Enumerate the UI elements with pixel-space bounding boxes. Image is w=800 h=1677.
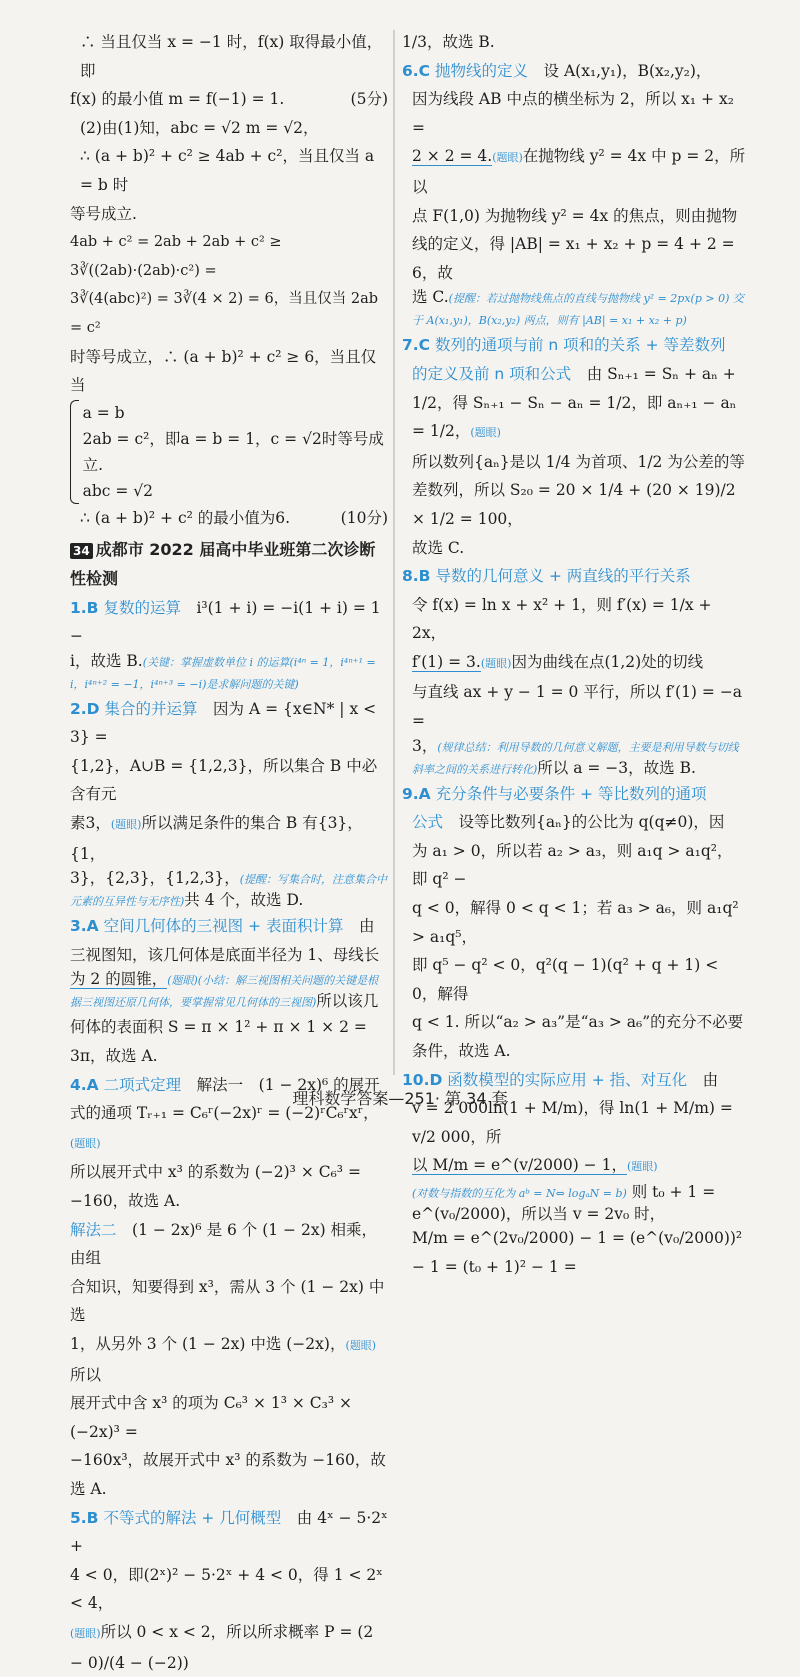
- note-text: (题眼)(小结：解三视图相关问题的关键是根据三视图还原几何体，要掌握常见几何体的三视图): [70, 974, 379, 1010]
- tag-text: (题眼): [492, 151, 523, 165]
- brace-mark: [70, 400, 79, 504]
- page-footer: 理科数学答案—251· 第 34 套: [292, 1089, 508, 1108]
- answer-text: (1 − 2x)⁶ 是 6 个 (1 − 2x) 相乘，由组: [70, 1220, 378, 1268]
- score-label: (10分): [340, 508, 388, 527]
- answer-q9: [402, 780, 746, 1066]
- answer-text: 令 f(x) = ln x + x² + 1，则 f′(x) = 1/x + 2x，: [412, 595, 712, 643]
- note-text: (规律总结：利用导数的几何意义解题，主要是利用导数与切线斜率之间的关系进行转化): [412, 740, 739, 776]
- answer-text: 设等比数列{aₙ}的公比为 q(q≠0)，因: [458, 813, 725, 832]
- answer-text: 在抛物线 y² = 4x 中 p = 2，所以: [412, 147, 746, 196]
- question-topic: 数列的通项与前 n 项和的关系 + 等差数列: [435, 336, 726, 355]
- tag-text: (题眼): [480, 656, 512, 670]
- question-topic: 抛物线的定义: [435, 61, 529, 80]
- answer-text: 4 < 0，即(2ˣ)² − 5·2ˣ + 4 < 0，得 1 < 2ˣ < 4，: [70, 1565, 383, 1613]
- answer-text: 所以满足条件的集合 B 有{3}，{1，: [70, 814, 363, 863]
- section-heading: [70, 536, 388, 593]
- section-title: 成都市 2022 届高中毕业班第二次诊断性检测: [70, 540, 376, 588]
- answer-text: 由 Sₙ₊₁ = Sₙ + aₙ +: [586, 364, 736, 383]
- text-line: 1/3，故选 B.: [402, 33, 495, 51]
- text-line: 时等号成立，∴ (a + b)² + c² ≥ 6，当且仅当: [70, 347, 377, 395]
- answer-text: 所以 0 < x < 2，所以所求概率 P = (2 − 0)/(4 − (−2)): [70, 1622, 374, 1672]
- answer-text: 为 a₁ > 0，所以若 a₂ > a₃，则 a₁q > a₁q²，即 q² −: [412, 841, 733, 889]
- question-number: 1.B: [70, 598, 99, 617]
- answer-text: 所以展开式中 x³ 的系数为 (−2)³ × C₆³ =: [70, 1163, 361, 1182]
- question-number: 10.D: [402, 1070, 443, 1089]
- answer-text: q < 0，解得 0 < q < 1；若 a₃ > a₆，则 a₁q² > a₁q⁵，: [412, 899, 739, 946]
- answer-text: 差数列，所以 S₂₀ = 20 × 1/4 + (20 × 19)/2 × 1/2 = 100，: [412, 481, 736, 528]
- note-text: (提醒：写集合时，注意集合中元素的互异性与无序性): [70, 873, 388, 909]
- question-topic: 函数模型的实际应用 + 指、对互化: [447, 1070, 688, 1089]
- equation: 2ab = c²，即a = b = 1，c = √2时等号成立.: [82, 429, 384, 474]
- text-line: ∴ (a + b)² + c² 的最小值为6. (10分): [70, 504, 388, 533]
- equation: abc = √2: [82, 481, 154, 500]
- note-text: (关键：掌握虚数单位 i 的运算(i⁴ⁿ = 1，i⁴ⁿ⁺¹ = i，i⁴ⁿ⁺² = −1，i⁴ⁿ⁺³ = −i)是求解问题的关键): [70, 655, 376, 691]
- question-topic: 不等式的解法 + 几何概型: [103, 1508, 282, 1527]
- answer-q3: [70, 912, 388, 1070]
- answer-q1: [70, 594, 388, 695]
- answer-text: 展开式中含 x³ 的项为 C₆³ × 1³ × C₃³ × (−2x)³ =: [70, 1394, 352, 1441]
- text-line: (2)由(1)知，abc = √2 m = √2，: [80, 118, 319, 137]
- equation: a = b: [82, 403, 125, 422]
- answer-text: 3，: [412, 736, 438, 755]
- answer-text: 所以该几: [316, 992, 379, 1011]
- answer-text: 三视图知，该几何体是底面半径为 1、母线长: [70, 945, 380, 964]
- solution-label: 解法二: [70, 1220, 117, 1239]
- answer-text: {1,2}，A∪B = {1,2,3}，所以集合 B 中必含有元: [70, 756, 378, 804]
- tag-text: (题眼): [470, 426, 501, 440]
- answer-text: v = 2 000ln(1 + M/m)，得 ln(1 + M/m) = v/2 000，所: [412, 1099, 733, 1146]
- answer-text: 何体的表面积 S = π × 1² + π × 1 × 2 = 3π，故选 A.: [70, 1018, 367, 1066]
- answer-text: 共 4 个，故选 D.: [184, 891, 304, 910]
- question-number: 8.B: [402, 567, 431, 586]
- text-line: f(x) 的最小值 m = f(−1) = 1. (5分): [70, 85, 388, 114]
- question-number: 6.C: [402, 61, 431, 80]
- answer-text: 设 A(x₁,y₁)，B(x₂,y₂)，: [543, 61, 712, 80]
- text-line: 4ab + c² = 2ab + 2ab + c² ≥ 3∛((2ab)·(2ab)·c²) =: [70, 234, 282, 279]
- answer-text: 线的定义，得 |AB| = x₁ + x₂ + p = 4 + 2 = 6，故: [412, 235, 735, 282]
- tag-text: (题眼): [345, 1338, 377, 1352]
- answer-text: 由: [358, 917, 375, 936]
- answer-q7: [402, 331, 746, 562]
- note-text: (对数与指数的互化为 aᵇ = N⇔ logₐN = b): [412, 1186, 627, 1200]
- answer-q5: [70, 1504, 388, 1677]
- answer-text: i，故选 B.: [70, 651, 143, 670]
- question-topic: 空间几何体的三视图 + 表面积计算: [103, 917, 344, 936]
- question-topic: 的定义及前 n 项和公式: [412, 364, 572, 383]
- question-number: 4.A: [70, 1075, 99, 1094]
- answer-text: 由: [702, 1070, 719, 1089]
- answer-text: 由 4ˣ − 5·2ˣ +: [70, 1508, 388, 1556]
- left-column: [70, 28, 388, 1677]
- question-topic: 公式: [412, 813, 444, 832]
- answer-text: 选 C.: [412, 288, 449, 307]
- text-line: ∴ 当且仅当 x = −1 时，f(x) 取得最小值，即: [80, 33, 383, 80]
- answer-text: 1，从另外 3 个 (1 − 2x) 中选 (−2x)，: [70, 1334, 346, 1353]
- answer-text: 因为线段 AB 中点的横坐标为 2，所以 x₁ + x₂ =: [412, 90, 734, 137]
- answer-text: 即 q⁵ − q² < 0，q²(q − 1)(q² + q + 1) < 0，解得: [412, 956, 719, 1003]
- answer-text: q < 1. 所以“a₂ > a₃”是“a₃ > a₆”的充分不必要: [412, 1013, 744, 1032]
- question-number: 5.B: [70, 1508, 99, 1527]
- answer-text: 所以数列{aₙ}是以 1/4 为首项、1/2 为公差的等: [412, 452, 745, 471]
- question-topic: 二项式定理: [103, 1075, 182, 1094]
- tag-text: (题眼): [70, 1136, 101, 1150]
- answer-text: −160，故选 A.: [70, 1192, 181, 1210]
- tag-text: (题眼): [110, 818, 142, 832]
- answer-q2: [70, 695, 388, 913]
- score-label: (5分): [350, 90, 388, 109]
- text-line: 等号成立.: [70, 204, 137, 223]
- tag-text: (题眼): [626, 1160, 658, 1174]
- answer-text: 解法一 (1 − 2x)⁶ 的展开: [196, 1075, 380, 1094]
- equation-system: [70, 400, 388, 504]
- text-line: ∴ (a + b)² + c² ≥ 4ab + c²，当且仅当 a = b 时: [80, 147, 375, 194]
- note-text: (提醒：若过抛物线焦点的直线与抛物线 y² = 2px(p > 0) 交于 A(x₁,y₁)，B(x₂,y₂) 两点，则有 |AB| = x₁ + x₂ + p): [412, 292, 744, 328]
- answer-text: 以 M/m = e^(v/2000) − 1，: [412, 1156, 627, 1175]
- answer-text: 因为曲线在点(1,2)处的切线: [511, 652, 704, 671]
- section-number: 34: [70, 543, 93, 559]
- tag-text: (题眼): [70, 1626, 101, 1640]
- answer-text: 所以 a = −3，故选 B.: [537, 758, 696, 777]
- answer-text: 合知识，知要得到 x³，需从 3 个 (1 − 2x) 中选: [70, 1277, 385, 1325]
- answer-text: 为 2 的圆锥，: [70, 970, 168, 989]
- answer-text: M/m = e^(2v₀/2000) − 1 = (e^(v₀/2000))² − 1 = (t₀ + 1)² − 1 =: [412, 1228, 743, 1276]
- answer-q4: [70, 1071, 388, 1504]
- answer-text: 素3，: [70, 814, 111, 833]
- answer-text: 所以: [70, 1365, 102, 1384]
- question-topic: 充分条件与必要条件 + 等比数列的通项: [435, 784, 707, 803]
- question-number: 7.C: [402, 336, 431, 355]
- answer-text: f′(1) = 3.: [412, 652, 481, 671]
- answer-text: 则 t₀ + 1 = e^(v₀/2000)，所以当 v = 2v₀ 时，: [412, 1182, 716, 1223]
- answer-text: 因为 A = {x∈N* | x < 3} =: [70, 699, 377, 747]
- answer-q8: [402, 562, 746, 780]
- question-number: 2.D: [70, 699, 100, 718]
- column-divider: [393, 30, 395, 1075]
- question-topic: 复数的运算: [103, 598, 181, 617]
- answer-text: 条件，故选 A.: [412, 1042, 511, 1060]
- answer-text: 式的通项 Tᵣ₊₁ = C₆ʳ(−2x)ʳ = (−2)ʳC₆ʳxʳ，: [70, 1104, 379, 1123]
- answer-text: 3}，{2,3}，{1,2,3}，: [70, 869, 240, 888]
- answer-text: −160x³，故展开式中 x³ 的系数为 −160，故选 A.: [70, 1451, 386, 1498]
- question-topic: 导数的几何意义 + 两直线的平行关系: [435, 567, 691, 586]
- answer-q6: [402, 57, 746, 332]
- text-line: 3∛(4(abc)²) = 3∛(4 × 2) = 6，当且仅当 2ab = c²: [70, 291, 378, 336]
- question-topic: 集合的并运算: [104, 699, 198, 718]
- question-number: 3.A: [70, 917, 99, 936]
- answer-text: i³(1 + i) = −i(1 + i) = 1 −: [70, 598, 381, 646]
- answer-text: 故选 C.: [412, 538, 465, 557]
- answer-text: 与直线 ax + y − 1 = 0 平行，所以 f′(1) = −a =: [412, 683, 743, 731]
- question-number: 9.A: [402, 784, 431, 803]
- answer-text: 2 × 2 = 4.: [412, 147, 493, 166]
- answer-text: 1/2，得 Sₙ₊₁ − Sₙ − aₙ = 1/2，即 aₙ₊₁ − aₙ = 1/2，: [412, 393, 737, 441]
- answer-text: 点 F(1,0) 为抛物线 y² = 4x 的焦点，则由抛物: [412, 206, 738, 225]
